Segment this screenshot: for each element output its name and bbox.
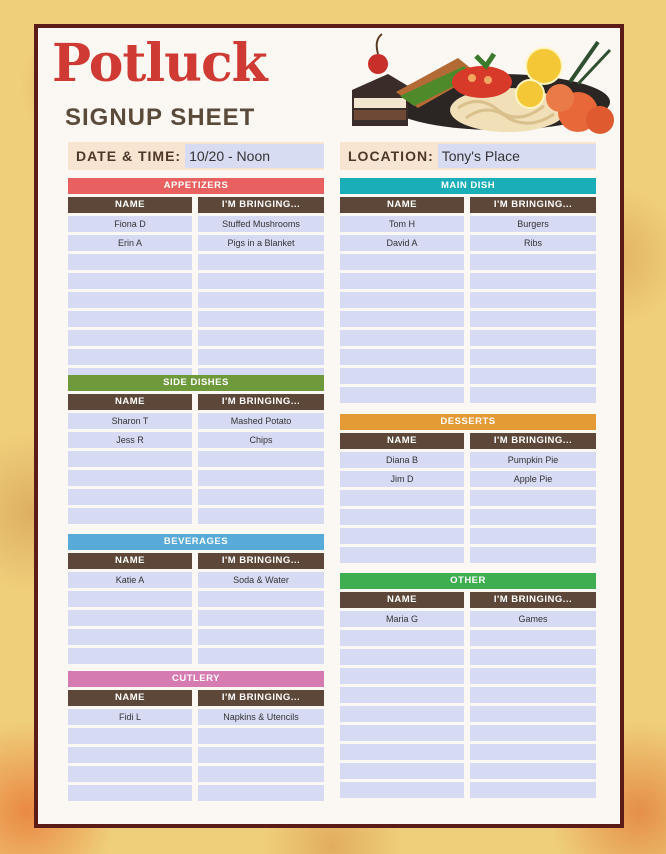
name-cell[interactable] [340,668,464,684]
column-headers [340,592,596,608]
section-title: MAIN DISH [340,178,596,194]
name-cell[interactable] [68,629,192,645]
name-cell[interactable] [68,610,192,626]
signup-row [68,349,324,365]
signup-row [340,292,596,308]
name-column-header: NAME [68,197,192,213]
signup-row [340,330,596,346]
signup-row [68,470,324,486]
bringing-cell[interactable]: Napkins & Utencils [198,709,324,725]
bringing-cell[interactable] [470,273,596,289]
name-column-header: NAME [68,394,192,410]
name-cell[interactable] [340,273,464,289]
signup-row [68,311,324,327]
signup-row [68,216,324,232]
signup-row [340,509,596,525]
name-cell[interactable] [68,728,192,744]
bringing-cell[interactable] [470,630,596,646]
section-side-dishes [68,375,324,527]
signup-row [340,368,596,384]
bringing-cell[interactable] [198,610,324,626]
signup-row [68,747,324,763]
section-title: BEVERAGES [68,534,324,550]
name-column-header: NAME [340,433,464,449]
bringing-cell[interactable]: Games [470,611,596,627]
name-cell[interactable] [68,311,192,327]
section-appetizers [68,178,324,387]
name-cell[interactable] [340,509,464,525]
signup-row [340,630,596,646]
bringing-column-header: I'M BRINGING... [198,394,324,410]
name-cell[interactable]: David A [340,235,464,251]
signup-row [340,216,596,232]
bringing-cell[interactable] [470,649,596,665]
bringing-cell[interactable] [470,311,596,327]
food-illustration-icon [348,30,618,138]
bringing-cell[interactable] [198,591,324,607]
section-title: CUTLERY [68,671,324,687]
name-cell[interactable]: Jess R [68,432,192,448]
name-cell[interactable] [340,349,464,365]
page-subtitle: SIGNUP SHEET [65,104,256,131]
signup-row [68,785,324,801]
date-time-label: DATE & TIME: [76,148,182,164]
bringing-cell[interactable] [470,509,596,525]
bringing-cell[interactable]: Pumpkin Pie [470,452,596,468]
bringing-cell[interactable]: Chips [198,432,324,448]
signup-row [340,744,596,760]
name-cell[interactable] [68,470,192,486]
name-cell[interactable] [68,451,192,467]
location-field [340,142,596,170]
bringing-cell[interactable] [470,292,596,308]
signup-row [68,728,324,744]
name-column-header: NAME [68,690,192,706]
name-cell[interactable] [68,591,192,607]
column-headers [68,394,324,410]
name-cell[interactable]: Maria G [340,611,464,627]
name-column-header: NAME [340,592,464,608]
signup-row [68,432,324,448]
signup-row [68,254,324,270]
signup-row [340,471,596,487]
bringing-cell[interactable] [470,349,596,365]
bringing-cell[interactable] [198,629,324,645]
name-cell[interactable] [68,489,192,505]
name-cell[interactable] [340,763,464,779]
location-label: LOCATION: [348,148,434,164]
name-cell[interactable] [68,785,192,801]
bringing-cell[interactable] [470,668,596,684]
name-cell[interactable]: Fiona D [68,216,192,232]
name-cell[interactable] [340,687,464,703]
location-value[interactable]: Tony's Place [438,144,596,168]
name-cell[interactable] [340,547,464,563]
bringing-cell[interactable] [470,744,596,760]
bringing-cell[interactable] [198,470,324,486]
column-headers [68,553,324,569]
name-cell[interactable] [340,782,464,798]
signup-row [340,273,596,289]
signup-row [340,725,596,741]
bringing-cell[interactable] [470,490,596,506]
name-cell[interactable] [340,387,464,403]
name-cell[interactable] [68,273,192,289]
bringing-cell[interactable] [470,547,596,563]
signup-row [68,235,324,251]
bringing-cell[interactable] [198,349,324,365]
name-cell[interactable] [340,368,464,384]
name-cell[interactable]: Fidi L [68,709,192,725]
section-cutlery [68,671,324,804]
bringing-cell[interactable]: Ribs [470,235,596,251]
bringing-cell[interactable]: Pigs in a Blanket [198,235,324,251]
name-cell[interactable] [68,747,192,763]
column-headers [68,197,324,213]
signup-row [340,528,596,544]
bringing-cell[interactable] [470,782,596,798]
bringing-column-header: I'M BRINGING... [470,592,596,608]
name-column-header: NAME [68,553,192,569]
bringing-column-header: I'M BRINGING... [470,433,596,449]
bringing-cell[interactable] [198,728,324,744]
date-time-field [68,142,324,170]
bringing-cell[interactable] [470,687,596,703]
bringing-cell[interactable] [470,387,596,403]
name-cell[interactable] [68,349,192,365]
signup-row [68,766,324,782]
name-cell[interactable] [340,630,464,646]
bringing-cell[interactable] [198,489,324,505]
name-cell[interactable] [68,254,192,270]
name-cell[interactable]: Tom H [340,216,464,232]
signup-sheet [34,24,624,828]
section-desserts [340,414,596,566]
section-title: DESSERTS [340,414,596,430]
name-cell[interactable] [340,311,464,327]
bringing-cell[interactable]: Burgers [470,216,596,232]
column-headers [340,197,596,213]
name-cell[interactable] [68,766,192,782]
section-other [340,573,596,801]
signup-row [340,490,596,506]
name-cell[interactable]: Sharon T [68,413,192,429]
signup-row [340,649,596,665]
name-cell[interactable] [340,490,464,506]
bringing-column-header: I'M BRINGING... [198,690,324,706]
signup-row [68,648,324,664]
column-headers [68,690,324,706]
bringing-cell[interactable] [470,528,596,544]
bringing-cell[interactable] [198,273,324,289]
bringing-cell[interactable]: Mashed Potato [198,413,324,429]
bringing-cell[interactable] [470,254,596,270]
name-cell[interactable] [68,330,192,346]
bringing-cell[interactable] [198,785,324,801]
signup-row [340,763,596,779]
bringing-cell[interactable]: Soda & Water [198,572,324,588]
signup-row [340,311,596,327]
signup-row [68,489,324,505]
bringing-cell[interactable] [198,648,324,664]
bringing-cell[interactable] [198,254,324,270]
signup-row [68,591,324,607]
column-headers [340,433,596,449]
section-title: OTHER [340,573,596,589]
signup-row [340,349,596,365]
signup-row [68,572,324,588]
signup-row [340,254,596,270]
bringing-cell[interactable] [470,763,596,779]
bringing-cell[interactable] [198,451,324,467]
bringing-cell[interactable] [470,725,596,741]
signup-row [340,611,596,627]
name-cell[interactable] [68,508,192,524]
bringing-cell[interactable] [198,292,324,308]
name-cell[interactable] [340,706,464,722]
bringing-cell[interactable] [198,311,324,327]
bringing-column-header: I'M BRINGING... [470,197,596,213]
name-cell[interactable]: Katie A [68,572,192,588]
signup-row [68,508,324,524]
section-beverages [68,534,324,667]
name-cell[interactable] [340,330,464,346]
signup-row [68,273,324,289]
signup-row [340,687,596,703]
bringing-cell[interactable] [470,706,596,722]
name-cell[interactable]: Diana B [340,452,464,468]
bringing-column-header: I'M BRINGING... [198,197,324,213]
bringing-cell[interactable] [198,747,324,763]
page-title: Potluck [52,33,267,94]
name-cell[interactable]: Jim D [340,471,464,487]
bringing-cell[interactable] [198,766,324,782]
signup-row [68,413,324,429]
signup-row [68,451,324,467]
name-cell[interactable] [340,744,464,760]
name-cell[interactable] [340,292,464,308]
signup-row [340,235,596,251]
name-cell[interactable]: Erin A [68,235,192,251]
date-time-value[interactable]: 10/20 - Noon [185,144,324,168]
section-title: APPETIZERS [68,178,324,194]
bringing-column-header: I'M BRINGING... [198,553,324,569]
signup-row [68,709,324,725]
signup-row [340,387,596,403]
signup-row [340,668,596,684]
bringing-cell[interactable] [198,330,324,346]
section-title: SIDE DISHES [68,375,324,391]
bringing-cell[interactable]: Stuffed Mushrooms [198,216,324,232]
signup-row [340,547,596,563]
section-main-dish [340,178,596,406]
signup-row [68,629,324,645]
bringing-cell[interactable] [198,508,324,524]
signup-row [340,782,596,798]
bringing-cell[interactable] [470,330,596,346]
name-cell[interactable] [68,648,192,664]
signup-row [340,452,596,468]
name-cell[interactable] [340,528,464,544]
signup-row [340,706,596,722]
signup-row [68,330,324,346]
name-cell[interactable] [340,649,464,665]
name-cell[interactable] [340,725,464,741]
signup-row [68,610,324,626]
name-cell[interactable] [68,292,192,308]
bringing-cell[interactable]: Apple Pie [470,471,596,487]
signup-row [68,292,324,308]
bringing-cell[interactable] [470,368,596,384]
name-column-header: NAME [340,197,464,213]
name-cell[interactable] [340,254,464,270]
